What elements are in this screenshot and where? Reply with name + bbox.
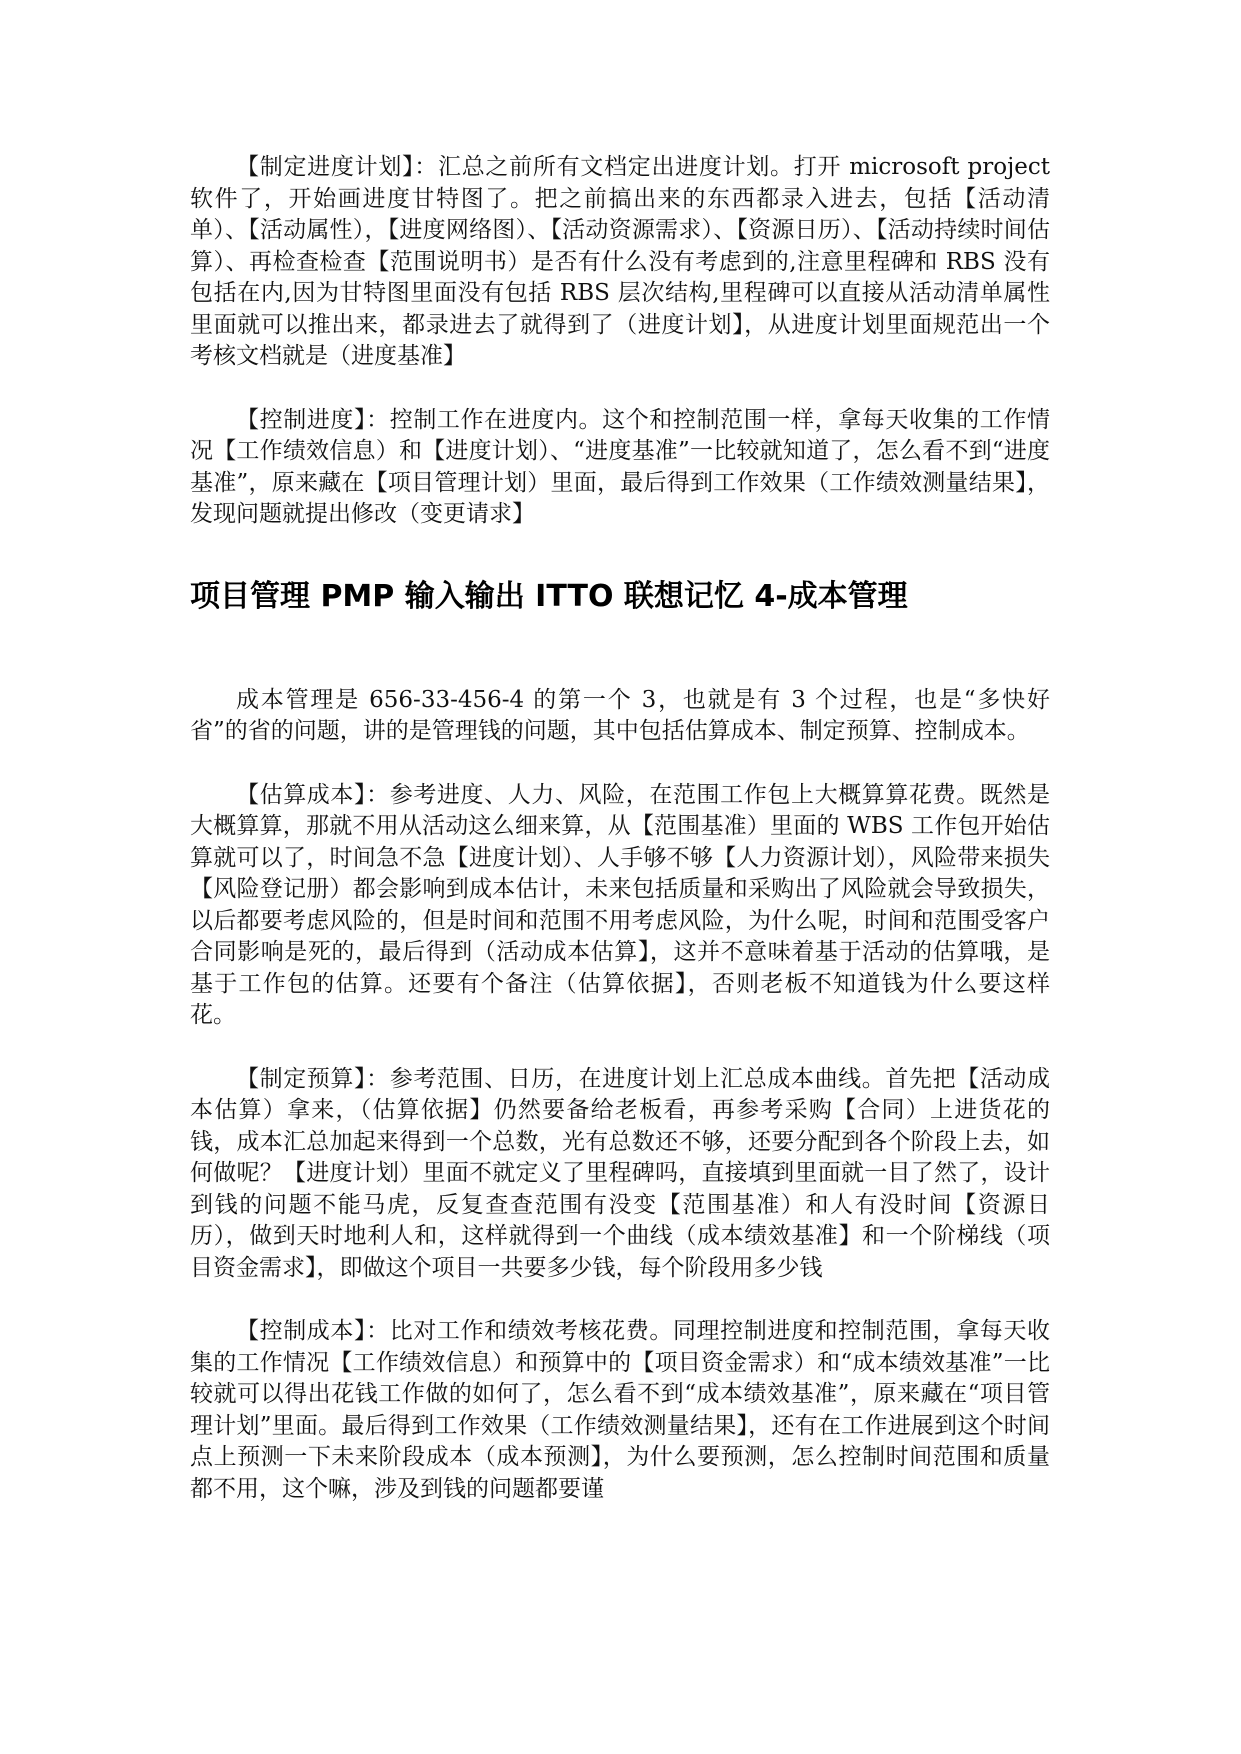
document-body (190, 152, 1050, 1537)
paragraph-control-schedule: 【控制进度】：控制工作在进度内。这个和控制范围一样，拿每天收集的工作情况【工作绩效信息）和【进度计划）、“进度基准”一比较就知道了，怎么看不到“进度基准”，原来藏在【项目管理计划）里面，最后得到工作效果（工作绩效测量结果】，发现问题就提出修改（变更请求】 (190, 406, 1050, 527)
paragraph-schedule-plan: 【制定进度计划】：汇总之前所有文档定出进度计划。打开 microsoft project 软件了，开始画进度甘特图了。把之前搞出来的东西都录入进去，包括【活动清单）、【活动属性），【进度网络图）、【活动资源需求）、【资源日历）、【活动持续时间估算）、再检查检查【范围说明书）是否有什么没有考虑到的,注意里程碑和 RBS 没有包括在内,因为甘特图里面没有包括 RBS 层次结构,里程碑可以直接从活动清单属性里面就可以推出来，都录进去了就得到了（进度计划】，从进度计划里面规范出一个考核文档就是（进度基准】 (190, 154, 1050, 369)
paragraph-control-cost: 【控制成本】：比对工作和绩效考核花费。同理控制进度和控制范围，拿每天收集的工作情况【工作绩效信息）和预算中的【项目资金需求）和“成本绩效基准”一比较就可以得出花钱工作做的如何了，怎么看不到“成本绩效基准”，原来藏在“项目管理计划”里面。最后得到工作效果（工作绩效测量结果】，还有在工作进展到这个时间点上预测一下未来阶段成本（成本预测】，为什么要预测，怎么控制时间范围和质量都不用，这个嘛，涉及到钱的问题都要谨 (190, 1318, 1050, 1502)
section-heading: 项目管理 PMP 输入输出 ITTO 联想记忆 4-成本管理 (190, 578, 908, 614)
paragraph-cost-intro: 成本管理是 656-33-456-4 的第一个 3，也就是有 3 个过程，也是“多快好省”的省的问题，讲的是管理钱的问题，其中包括估算成本、制定预算、控制成本。 (190, 686, 1050, 744)
paragraph-estimate-cost: 【估算成本】：参考进度、人力、风险，在范围工作包上大概算算花费。既然是大概算算，那就不用从活动这么细来算，从【范围基准）里面的 WBS 工作包开始估算就可以了，时间急不急【进度计划）、人手够不够【人力资源计划），风险带来损失【风险登记册）都会影响到成本估计，未来包括质量和采购出了风险就会导致损失，以后都要考虑风险的，但是时间和范围不用考虑风险，为什么呢，时间和范围受客户合同影响是死的，最后得到（活动成本估算】，这并不意味着基于活动的估算哦，是基于工作包的估算。还要有个备注（估算依据】，否则老板不知道钱为什么要这样花。 (190, 781, 1050, 1028)
paragraph-determine-budget: 【制定预算】：参考范围、日历，在进度计划上汇总成本曲线。首先把【活动成本估算）拿来，（估算依据】仍然要备给老板看，再参考采购【合同）上进货花的钱，成本汇总加起来得到一个总数，光有总数还不够，还要分配到各个阶段上去，如何做呢？【进度计划）里面不就定义了里程碑吗，直接填到里面就一目了然了，设计到钱的问题不能马虎，反复查查范围有没变【范围基准）和人有没时间【资源日历），做到天时地利人和，这样就得到一个曲线（成本绩效基准】和一个阶梯线（项目资金需求】，即做这个项目一共要多少钱，每个阶段用多少钱 (190, 1065, 1050, 1281)
